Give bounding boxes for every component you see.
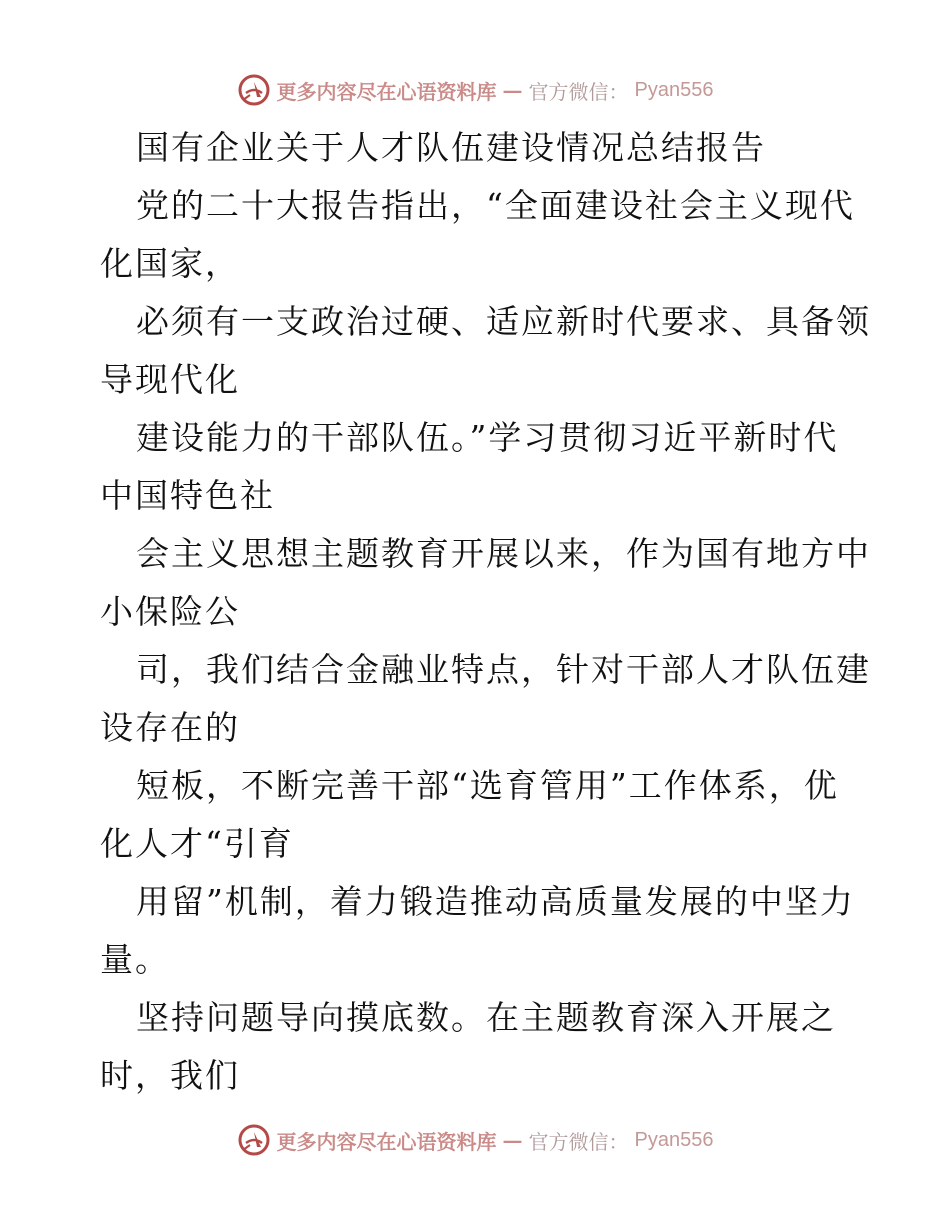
document-line: 导现代化 [100,360,240,399]
watermark-wechat-id: Pyan556 [634,1128,714,1151]
document-line: 时，我们 [100,1056,240,1095]
watermark-main-text: 更多内容尽在心语资料库 [276,79,497,104]
document-line: 国有企业关于人才队伍建设情况总结报告 [136,128,766,167]
document-line: 设存在的 [100,708,240,747]
watermark-inner [237,1123,714,1157]
watermark-wechat-id: Pyan556 [634,78,714,101]
footer-watermark [0,1120,950,1160]
book-pen-logo-icon [237,73,271,107]
watermark-inner [237,73,714,107]
document-line: 化人才“引育 [100,824,294,863]
document-line: 会主义思想主题教育开展以来，作为国有地方中 [136,534,871,573]
document-line: 短板，不断完善干部“选育管用”工作体系，优 [136,766,839,805]
document-body [100,119,871,1105]
watermark-separator: — [502,78,523,102]
book-pen-logo-icon [237,1123,271,1157]
document-line: 小保险公 [100,592,240,631]
watermark-wechat-label: 官方微信： [528,79,629,104]
document-line: 建设能力的干部队伍。”学习贯彻习近平新时代 [136,418,839,457]
header-watermark [0,70,950,110]
document-line: 用留”机制，着力锻造推动高质量发展的中坚力 [136,882,855,921]
document-line: 量。 [100,940,170,979]
document-line: 中国特色社 [100,476,275,515]
watermark-main-text: 更多内容尽在心语资料库 [276,1129,497,1154]
document-line: 司，我们结合金融业特点，针对干部人才队伍建 [136,650,871,689]
watermark-separator: — [502,1128,523,1152]
document-line: 党的二十大报告指出，“全面建设社会主义现代 [136,186,855,225]
watermark-wechat-label: 官方微信： [528,1129,629,1154]
document-line: 必须有一支政治过硬、适应新时代要求、具备领 [136,302,871,341]
document-line: 化国家， [100,244,240,283]
document-line: 坚持问题导向摸底数。在主题教育深入开展之 [136,998,836,1037]
